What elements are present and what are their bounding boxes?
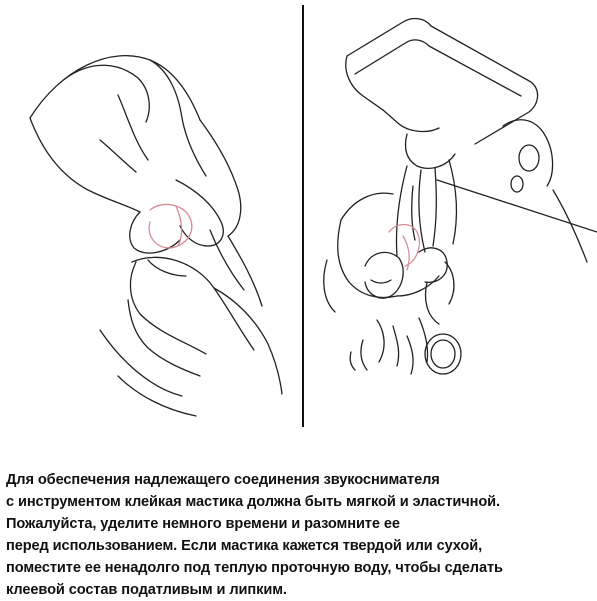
- instructions-text: [6, 469, 596, 601]
- divider-line: [302, 5, 304, 427]
- instructions-line: поместите ее ненадолго под теплую проточную воду, чтобы сделать: [6, 560, 503, 576]
- putty-under-faucet-icon: [307, 0, 597, 440]
- instructions-line: клеевой состав податливым и липким.: [6, 582, 287, 598]
- instructions-line: Для обеспечения надлежащего соединения звукоснимателя: [6, 472, 440, 488]
- instructions-line: Пожалуйста, уделите немного времени и разомните ее: [6, 516, 400, 532]
- hands-kneading-putty-icon: [0, 0, 300, 440]
- instructions-line: с инструментом клейкая мастика должна быть мягкой и эластичной.: [6, 494, 500, 510]
- instructions-line: перед использованием. Если мастика кажется твердой или сухой,: [6, 538, 483, 554]
